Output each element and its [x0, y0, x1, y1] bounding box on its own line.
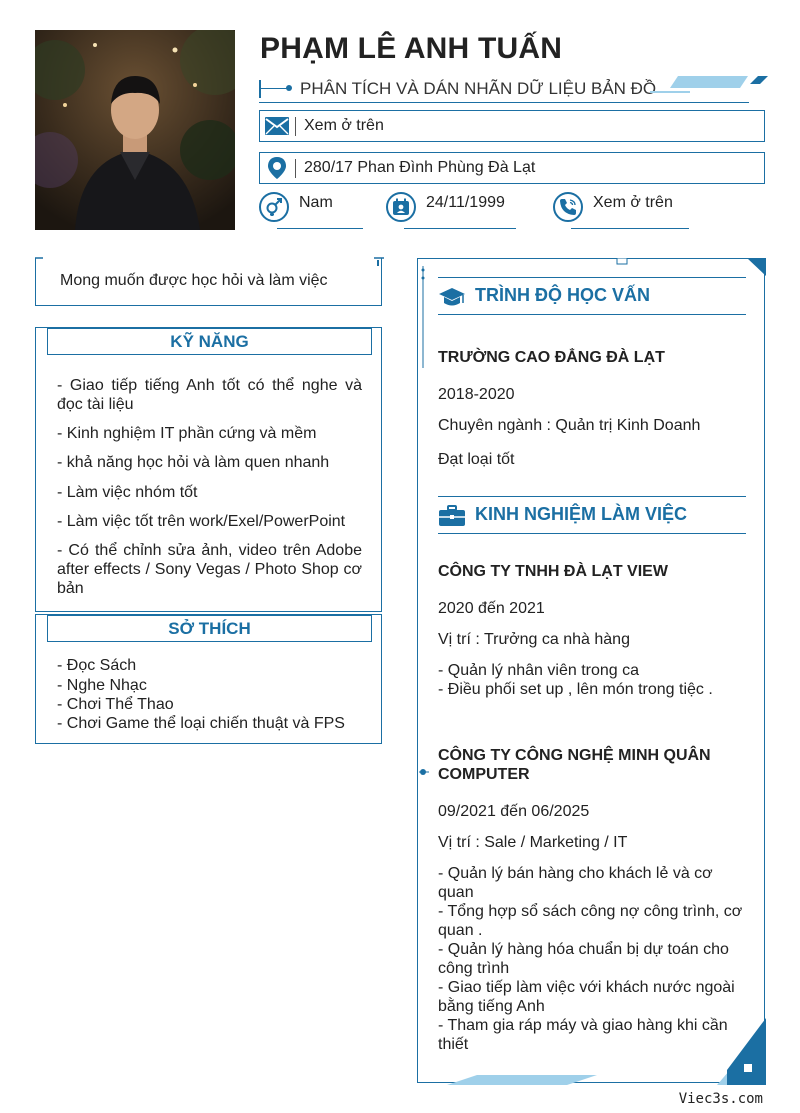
email-field [259, 110, 765, 142]
calendar-user-icon [386, 192, 416, 222]
education-grade: Đạt loại tốt [438, 451, 515, 468]
job-duties: - Quản lý nhân viên trong ca - Điều phối set up , lên món trong tiệc . [438, 662, 713, 698]
hobbies-heading: SỞ THÍCH [47, 615, 372, 642]
job-period: 09/2021 đến 06/2025 [438, 803, 590, 820]
experience-section-header [438, 496, 746, 534]
skill-item: - Có thể chỉnh sửa ảnh, video trên Adobe after effects / Sony Vegas / Photo Shop cơ bản [57, 542, 362, 597]
graduation-cap-icon [438, 285, 466, 309]
site-watermark: Viec3s.com [678, 1091, 763, 1107]
title-underline [259, 102, 749, 103]
email-value: Xem ở trên [304, 117, 384, 134]
objective-top-decoration [35, 254, 384, 270]
education-heading: TRÌNH ĐỘ HỌC VẤN [475, 285, 650, 305]
skill-item: - Kinh nghiệm IT phần cứng và mềm [57, 425, 317, 442]
hobbies-panel [35, 614, 382, 744]
skill-item: - Làm việc nhóm tốt [57, 484, 198, 501]
portrait-photo [35, 30, 235, 230]
skills-panel [35, 327, 382, 612]
education-major: Chuyên ngành : Quản trị Kinh Doanh [438, 417, 701, 434]
company-name: CÔNG TY TNHH ĐÀ LẠT VIEW [438, 563, 668, 580]
education-section-header [438, 277, 746, 315]
job-position: Vị trí : Trưởng ca nhà hàng [438, 631, 630, 648]
birthday-underline [404, 228, 516, 229]
envelope-icon [264, 114, 290, 138]
objective-text: Mong muốn được học hỏi và làm việc [60, 272, 328, 289]
skill-item: - khả năng học hỏi và làm quen nhanh [57, 454, 330, 471]
address-value: 280/17 Phan Đình Phùng Đà Lạt [304, 159, 536, 176]
skills-heading: KỸ NĂNG [47, 328, 372, 355]
school-name: TRƯỜNG CAO ĐẲNG ĐÀ LẠT [438, 349, 665, 366]
gender-value: Nam [299, 194, 333, 211]
candidate-name: PHẠM LÊ ANH TUẤN [260, 32, 563, 65]
phone-value: Xem ở trên [593, 194, 673, 211]
separator [295, 117, 296, 136]
title-marker-line [261, 88, 289, 89]
address-field [259, 152, 765, 184]
hobby-item: - Chơi Thể Thao [57, 696, 174, 713]
phone-icon [553, 192, 583, 222]
right-column-frame [417, 258, 765, 1083]
hobby-item: - Nghe Nhạc [57, 677, 147, 694]
title-marker-dot [286, 85, 292, 91]
job-period: 2020 đến 2021 [438, 600, 545, 617]
phone-underline [571, 228, 689, 229]
profile-photo [35, 30, 235, 230]
separator [295, 159, 296, 178]
company-name: CÔNG TY CÔNG NGHỆ MINH QUÂN COMPUTER [438, 747, 711, 783]
briefcase-icon [438, 504, 466, 528]
job-position: Vị trí : Sale / Marketing / IT [438, 834, 628, 851]
gender-underline [277, 228, 363, 229]
job-title: PHÂN TÍCH VÀ DÁN NHÃN DỮ LIỆU BẢN ĐỒ [300, 79, 657, 98]
job-duties: - Quản lý bán hàng cho khách lẻ và cơ quan - Tổng hợp sổ sách công nợ công trình, cơ quan . - Quản lý hàng hóa chuẩn bị dự toán cho công trình - Giao tiếp làm việc với khách nước ngoài bằng tiếng Anh - Tham gia ráp máy và giao hàng khi cần thiết [438, 865, 743, 1053]
birthday-value: 24/11/1999 [426, 194, 505, 211]
education-period: 2018-2020 [438, 386, 515, 403]
hobby-item: - Chơi Game thể loại chiến thuật và FPS [57, 715, 345, 732]
map-pin-icon [264, 156, 290, 180]
title-decoration [650, 74, 770, 94]
objective-box [35, 258, 382, 306]
skill-item: - Làm việc tốt trên work/Exel/PowerPoint [57, 513, 346, 530]
title-marker [259, 80, 261, 98]
gender-icon [259, 192, 289, 222]
hobby-item: - Đọc Sách [57, 657, 137, 674]
skill-item: - Giao tiếp tiếng Anh tốt có thể nghe và đọc tài liệu [57, 377, 362, 413]
experience-heading: KINH NGHIỆM LÀM VIỆC [475, 504, 688, 524]
